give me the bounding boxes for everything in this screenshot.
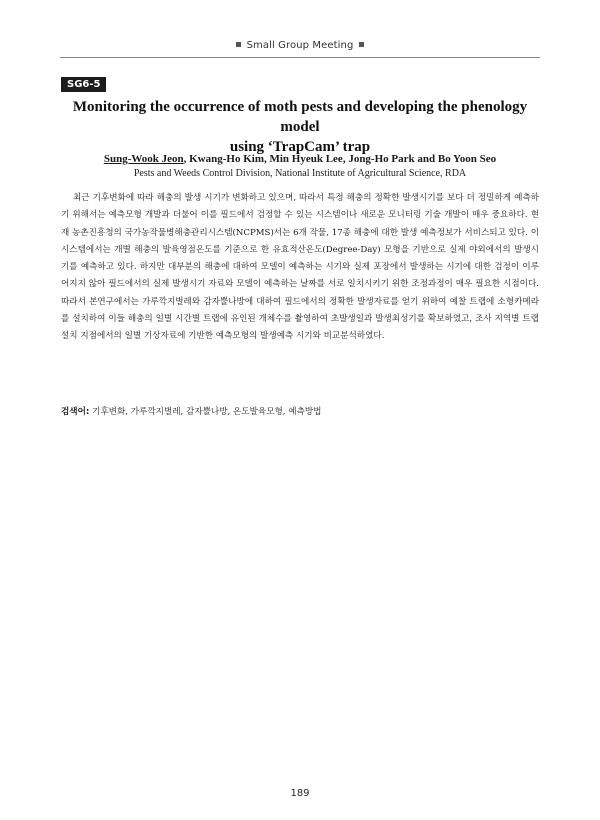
keywords xyxy=(61,405,539,419)
keywords-text: 기후변화, 가루깍지벌레, 감자뿔나방, 온도발육모형, 예측방법 xyxy=(89,407,322,417)
running-header-text: Small Group Meeting xyxy=(246,40,354,51)
co-authors: , Kwang-Ho Kim, Min Hyeuk Lee, Jong-Ho Park and Bo Yoon Seo xyxy=(183,153,497,165)
square-bullet-icon xyxy=(236,42,241,47)
paper-title xyxy=(60,97,540,157)
author-list xyxy=(60,152,540,166)
square-bullet-icon xyxy=(359,42,364,47)
page-number: 189 xyxy=(290,788,310,799)
keywords-label: 검색어: xyxy=(61,407,90,417)
abstract-body: 최근 기후변화에 따라 해충의 발생 시기가 변화하고 있으며, 따라서 특정 해충의 정확한 발생시기를 보다 더 정밀하게 예측하기 위해서는 예측모형 개발과 더불어 이를 필드에서 검정할 수 있는 시스템이나 새로운 모니터링 기술 개발이 매우 중요하다. 현재 농촌진흥청의 국가농작물병해충관리시스템(NCPMS)서는 6개 작물, 17종 해충에 대한 발생 예측정보가 서비스되고 있다. 이 시스템에서는 개별 해충의 발육영점온도를 기준으로 한 유효적산온도(Degree-Day) 모형을 기반으로 실제 야외에서의 발생시기를 예측하고 있다. 하지만 대부분의 해충에 대하여 모델이 예측하는 시기와 실제 포장에서 발생하는 시기에 대한 검정이 이루어지지 않아 필드에서의 실제 발생시기 자료와 모델이 예측하는 날짜를 서로 일치시키기 위한 조정과정이 매우 필요한 시점이다. 따라서 본연구에서는 가루깍지벌레와 감자뿔나방에 대하여 필드에서의 정확한 발생자료를 얻기 위하여 예찰 트랩에 소형카메라를 설치하여 이들 해충의 일별 시간별 트랩에 유인된 개체수를 촬영하여 초발생일과 발생최성기를 확보하였고, 조사 지역별 트랩설치 지점에서의 일별 기상자료에 기반한 예측모형의 발생예측 시기와 비교분석하였다. xyxy=(61,193,539,342)
presenting-author: Sung-Wook Jeon xyxy=(103,153,184,165)
header-divider xyxy=(60,57,540,58)
affiliation: Pests and Weeds Control Division, National Institute of Agricultural Science, RDA xyxy=(133,168,467,179)
running-header xyxy=(0,40,600,51)
session-code-badge: SG6-5 xyxy=(61,77,106,92)
paper-title-line-2: using ‘TrapCam’ trap xyxy=(229,139,371,155)
paper-title-line-1: Monitoring the occurrence of moth pests and developing the phenology model xyxy=(72,99,528,135)
